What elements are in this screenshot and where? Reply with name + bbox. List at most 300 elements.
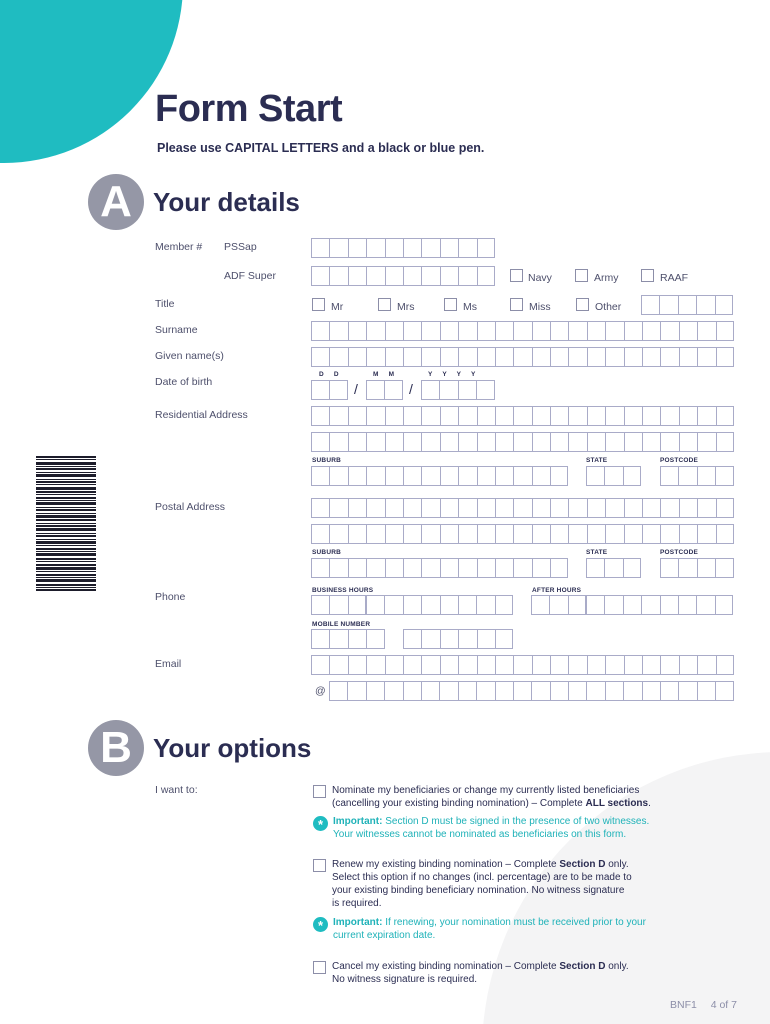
char-box[interactable] [716, 406, 734, 426]
char-box[interactable] [568, 432, 586, 452]
char-box[interactable] [421, 266, 439, 286]
char-box[interactable] [366, 498, 384, 518]
char-box[interactable] [605, 347, 623, 367]
char-box[interactable] [385, 238, 403, 258]
char-box[interactable] [311, 380, 329, 400]
char-box[interactable] [403, 432, 421, 452]
char-box[interactable] [403, 595, 421, 615]
char-box[interactable] [715, 595, 733, 615]
raaf-checkbox[interactable] [641, 269, 654, 282]
char-box[interactable] [716, 498, 734, 518]
char-box[interactable] [458, 347, 476, 367]
char-box[interactable] [329, 655, 347, 675]
char-box[interactable] [329, 681, 347, 701]
postal-state-field[interactable] [586, 558, 641, 578]
char-box[interactable] [587, 347, 605, 367]
char-box[interactable] [385, 558, 403, 578]
char-box[interactable] [550, 524, 568, 544]
char-box[interactable] [366, 681, 384, 701]
char-box[interactable] [458, 466, 476, 486]
char-box[interactable] [477, 498, 495, 518]
char-box[interactable] [623, 558, 641, 578]
char-box[interactable] [476, 595, 494, 615]
char-box[interactable] [477, 524, 495, 544]
char-box[interactable] [311, 466, 329, 486]
char-box[interactable] [513, 524, 531, 544]
char-box[interactable] [477, 347, 495, 367]
char-box[interactable] [513, 655, 531, 675]
char-box[interactable] [458, 406, 476, 426]
postal-address-line2-field[interactable] [311, 524, 734, 544]
char-box[interactable] [641, 595, 659, 615]
char-box[interactable] [605, 432, 623, 452]
char-box[interactable] [385, 655, 403, 675]
char-box[interactable] [384, 595, 402, 615]
char-box[interactable] [477, 238, 495, 258]
char-box[interactable] [679, 498, 697, 518]
mr-checkbox[interactable] [312, 298, 325, 311]
char-box[interactable] [403, 466, 421, 486]
char-box[interactable] [403, 681, 421, 701]
char-box[interactable] [495, 681, 513, 701]
char-box[interactable] [403, 238, 421, 258]
char-box[interactable] [403, 655, 421, 675]
char-box[interactable] [660, 655, 678, 675]
char-box[interactable] [366, 558, 384, 578]
char-box[interactable] [440, 655, 458, 675]
ms-checkbox[interactable] [444, 298, 457, 311]
mrs-checkbox[interactable] [378, 298, 391, 311]
char-box[interactable] [403, 266, 421, 286]
char-box[interactable] [624, 406, 642, 426]
residential-state-field[interactable] [586, 466, 641, 486]
char-box[interactable] [568, 321, 586, 341]
char-box[interactable] [550, 655, 568, 675]
postal-address-line1-field[interactable] [311, 498, 734, 518]
char-box[interactable] [696, 295, 714, 315]
char-box[interactable] [458, 681, 476, 701]
char-box[interactable] [696, 595, 714, 615]
char-box[interactable] [495, 655, 513, 675]
char-box[interactable] [659, 295, 677, 315]
char-box[interactable] [679, 524, 697, 544]
char-box[interactable] [440, 595, 458, 615]
business-hours-area-code-field[interactable] [311, 595, 366, 615]
business-hours-number-field[interactable] [366, 595, 513, 615]
char-box[interactable] [311, 558, 329, 578]
char-box[interactable] [660, 321, 678, 341]
option-renew-checkbox[interactable] [313, 859, 326, 872]
char-box[interactable] [550, 681, 568, 701]
char-box[interactable] [568, 524, 586, 544]
char-box[interactable] [495, 498, 513, 518]
char-box[interactable] [660, 432, 678, 452]
char-box[interactable] [477, 266, 495, 286]
char-box[interactable] [348, 595, 366, 615]
char-box[interactable] [660, 681, 678, 701]
char-box[interactable] [624, 347, 642, 367]
char-box[interactable] [458, 629, 476, 649]
char-box[interactable] [697, 655, 715, 675]
char-box[interactable] [550, 558, 568, 578]
char-box[interactable] [421, 347, 439, 367]
char-box[interactable] [532, 524, 550, 544]
char-box[interactable] [678, 681, 696, 701]
char-box[interactable] [605, 498, 623, 518]
char-box[interactable] [697, 347, 715, 367]
option-cancel-checkbox[interactable] [313, 961, 326, 974]
char-box[interactable] [513, 406, 531, 426]
char-box[interactable] [716, 524, 734, 544]
char-box[interactable] [348, 432, 366, 452]
char-box[interactable] [495, 466, 513, 486]
char-box[interactable] [348, 466, 366, 486]
char-box[interactable] [439, 681, 457, 701]
char-box[interactable] [531, 681, 549, 701]
char-box[interactable] [311, 629, 329, 649]
char-box[interactable] [587, 432, 605, 452]
char-box[interactable] [604, 595, 622, 615]
army-checkbox[interactable] [575, 269, 588, 282]
char-box[interactable] [403, 524, 421, 544]
residential-suburb-field[interactable] [311, 466, 568, 486]
other-checkbox[interactable] [576, 298, 589, 311]
char-box[interactable] [348, 347, 366, 367]
char-box[interactable] [624, 498, 642, 518]
title-other-field[interactable] [641, 295, 733, 315]
after-hours-number-field[interactable] [586, 595, 733, 615]
char-box[interactable] [385, 347, 403, 367]
char-box[interactable] [385, 498, 403, 518]
char-box[interactable] [348, 406, 366, 426]
char-box[interactable] [329, 266, 347, 286]
char-box[interactable] [716, 321, 734, 341]
char-box[interactable] [440, 629, 458, 649]
char-box[interactable] [495, 595, 513, 615]
char-box[interactable] [366, 266, 384, 286]
char-box[interactable] [587, 321, 605, 341]
char-box[interactable] [495, 321, 513, 341]
char-box[interactable] [532, 558, 550, 578]
char-box[interactable] [385, 466, 403, 486]
char-box[interactable] [440, 266, 458, 286]
navy-checkbox[interactable] [510, 269, 523, 282]
char-box[interactable] [458, 558, 476, 578]
char-box[interactable] [550, 321, 568, 341]
char-box[interactable] [366, 595, 384, 615]
char-box[interactable] [697, 524, 715, 544]
char-box[interactable] [421, 321, 439, 341]
char-box[interactable] [697, 681, 715, 701]
char-box[interactable] [532, 466, 550, 486]
char-box[interactable] [513, 558, 531, 578]
char-box[interactable] [513, 347, 531, 367]
char-box[interactable] [458, 498, 476, 518]
char-box[interactable] [440, 498, 458, 518]
char-box[interactable] [329, 238, 347, 258]
char-box[interactable] [568, 347, 586, 367]
char-box[interactable] [495, 406, 513, 426]
char-box[interactable] [642, 498, 660, 518]
char-box[interactable] [311, 347, 329, 367]
char-box[interactable] [586, 595, 604, 615]
char-box[interactable] [624, 655, 642, 675]
char-box[interactable] [403, 498, 421, 518]
char-box[interactable] [568, 681, 586, 701]
char-box[interactable] [348, 629, 366, 649]
char-box[interactable] [366, 466, 384, 486]
char-box[interactable] [385, 406, 403, 426]
char-box[interactable] [421, 498, 439, 518]
char-box[interactable] [458, 266, 476, 286]
char-box[interactable] [679, 655, 697, 675]
char-box[interactable] [697, 321, 715, 341]
char-box[interactable] [440, 432, 458, 452]
char-box[interactable] [587, 655, 605, 675]
char-box[interactable] [458, 432, 476, 452]
char-box[interactable] [532, 498, 550, 518]
char-box[interactable] [311, 321, 329, 341]
char-box[interactable] [660, 558, 678, 578]
char-box[interactable] [329, 524, 347, 544]
char-box[interactable] [660, 406, 678, 426]
char-box[interactable] [366, 629, 384, 649]
char-box[interactable] [421, 595, 439, 615]
char-box[interactable] [311, 266, 329, 286]
char-box[interactable] [366, 432, 384, 452]
char-box[interactable] [311, 406, 329, 426]
char-box[interactable] [476, 380, 494, 400]
char-box[interactable] [421, 432, 439, 452]
char-box[interactable] [439, 380, 457, 400]
char-box[interactable] [458, 595, 476, 615]
char-box[interactable] [642, 347, 660, 367]
char-box[interactable] [385, 266, 403, 286]
char-box[interactable] [366, 655, 384, 675]
residential-postcode-field[interactable] [660, 466, 734, 486]
char-box[interactable] [384, 681, 402, 701]
char-box[interactable] [716, 432, 734, 452]
char-box[interactable] [366, 524, 384, 544]
char-box[interactable] [477, 629, 495, 649]
char-box[interactable] [366, 347, 384, 367]
char-box[interactable] [568, 595, 586, 615]
char-box[interactable] [421, 558, 439, 578]
char-box[interactable] [477, 655, 495, 675]
char-box[interactable] [624, 321, 642, 341]
option-nominate-checkbox[interactable] [313, 785, 326, 798]
char-box[interactable] [385, 321, 403, 341]
pssap-member-number-field[interactable] [311, 238, 495, 258]
char-box[interactable] [642, 432, 660, 452]
char-box[interactable] [587, 406, 605, 426]
char-box[interactable] [440, 347, 458, 367]
char-box[interactable] [550, 347, 568, 367]
char-box[interactable] [421, 524, 439, 544]
char-box[interactable] [421, 238, 439, 258]
char-box[interactable] [624, 524, 642, 544]
char-box[interactable] [440, 524, 458, 544]
char-box[interactable] [329, 629, 347, 649]
char-box[interactable] [605, 681, 623, 701]
char-box[interactable] [586, 466, 604, 486]
char-box[interactable] [604, 466, 622, 486]
char-box[interactable] [642, 321, 660, 341]
char-box[interactable] [532, 321, 550, 341]
char-box[interactable] [477, 466, 495, 486]
char-box[interactable] [348, 238, 366, 258]
char-box[interactable] [532, 432, 550, 452]
char-box[interactable] [477, 432, 495, 452]
char-box[interactable] [311, 524, 329, 544]
char-box[interactable] [421, 466, 439, 486]
char-box[interactable] [329, 380, 347, 400]
char-box[interactable] [513, 321, 531, 341]
char-box[interactable] [605, 321, 623, 341]
dob-day-field[interactable] [311, 380, 348, 400]
char-box[interactable] [550, 466, 568, 486]
char-box[interactable] [715, 681, 733, 701]
char-box[interactable] [587, 524, 605, 544]
char-box[interactable] [329, 406, 347, 426]
char-box[interactable] [348, 321, 366, 341]
char-box[interactable] [421, 380, 439, 400]
char-box[interactable] [477, 321, 495, 341]
char-box[interactable] [458, 655, 476, 675]
char-box[interactable] [311, 238, 329, 258]
char-box[interactable] [348, 266, 366, 286]
char-box[interactable] [550, 498, 568, 518]
char-box[interactable] [440, 406, 458, 426]
char-box[interactable] [623, 681, 641, 701]
char-box[interactable] [477, 406, 495, 426]
char-box[interactable] [550, 432, 568, 452]
char-box[interactable] [678, 295, 696, 315]
char-box[interactable] [532, 655, 550, 675]
dob-year-field[interactable] [421, 380, 495, 400]
char-box[interactable] [421, 681, 439, 701]
char-box[interactable] [403, 406, 421, 426]
char-box[interactable] [605, 406, 623, 426]
char-box[interactable] [697, 432, 715, 452]
char-box[interactable] [715, 295, 733, 315]
char-box[interactable] [586, 558, 604, 578]
char-box[interactable] [366, 380, 384, 400]
char-box[interactable] [531, 595, 549, 615]
char-box[interactable] [623, 466, 641, 486]
char-box[interactable] [403, 629, 421, 649]
char-box[interactable] [660, 524, 678, 544]
char-box[interactable] [679, 406, 697, 426]
char-box[interactable] [642, 406, 660, 426]
char-box[interactable] [697, 406, 715, 426]
char-box[interactable] [660, 595, 678, 615]
char-box[interactable] [458, 321, 476, 341]
char-box[interactable] [458, 524, 476, 544]
char-box[interactable] [679, 321, 697, 341]
char-box[interactable] [366, 321, 384, 341]
char-box[interactable] [697, 558, 715, 578]
char-box[interactable] [477, 558, 495, 578]
char-box[interactable] [678, 595, 696, 615]
char-box[interactable] [311, 655, 329, 675]
char-box[interactable] [347, 681, 365, 701]
char-box[interactable] [532, 347, 550, 367]
char-box[interactable] [513, 498, 531, 518]
adf-member-number-field[interactable] [311, 266, 495, 286]
char-box[interactable] [311, 498, 329, 518]
char-box[interactable] [329, 595, 347, 615]
char-box[interactable] [641, 295, 659, 315]
char-box[interactable] [421, 655, 439, 675]
char-box[interactable] [568, 655, 586, 675]
char-box[interactable] [715, 466, 733, 486]
given-names-field[interactable] [311, 347, 734, 367]
char-box[interactable] [440, 321, 458, 341]
char-box[interactable] [715, 558, 733, 578]
char-box[interactable] [513, 432, 531, 452]
char-box[interactable] [642, 524, 660, 544]
char-box[interactable] [384, 380, 402, 400]
char-box[interactable] [568, 406, 586, 426]
char-box[interactable] [403, 558, 421, 578]
residential-address-line2-field[interactable] [311, 432, 734, 452]
char-box[interactable] [495, 432, 513, 452]
char-box[interactable] [550, 406, 568, 426]
dob-month-field[interactable] [366, 380, 403, 400]
char-box[interactable] [440, 466, 458, 486]
char-box[interactable] [513, 681, 531, 701]
char-box[interactable] [366, 238, 384, 258]
char-box[interactable] [605, 524, 623, 544]
char-box[interactable] [329, 498, 347, 518]
char-box[interactable] [348, 655, 366, 675]
char-box[interactable] [311, 432, 329, 452]
mobile-number-field[interactable] [403, 629, 513, 649]
email-local-part-field[interactable] [311, 655, 734, 675]
char-box[interactable] [348, 498, 366, 518]
surname-field[interactable] [311, 321, 734, 341]
char-box[interactable] [660, 466, 678, 486]
char-box[interactable] [568, 498, 586, 518]
char-box[interactable] [604, 558, 622, 578]
char-box[interactable] [385, 524, 403, 544]
char-box[interactable] [716, 347, 734, 367]
char-box[interactable] [495, 558, 513, 578]
char-box[interactable] [679, 347, 697, 367]
char-box[interactable] [403, 347, 421, 367]
miss-checkbox[interactable] [510, 298, 523, 311]
char-box[interactable] [624, 432, 642, 452]
char-box[interactable] [660, 498, 678, 518]
char-box[interactable] [329, 432, 347, 452]
residential-address-line1-field[interactable] [311, 406, 734, 426]
mobile-prefix-field[interactable] [311, 629, 385, 649]
char-box[interactable] [549, 595, 567, 615]
char-box[interactable] [642, 655, 660, 675]
postal-suburb-field[interactable] [311, 558, 568, 578]
char-box[interactable] [440, 238, 458, 258]
char-box[interactable] [385, 432, 403, 452]
postal-postcode-field[interactable] [660, 558, 734, 578]
char-box[interactable] [587, 498, 605, 518]
char-box[interactable] [403, 321, 421, 341]
char-box[interactable] [716, 655, 734, 675]
char-box[interactable] [495, 347, 513, 367]
char-box[interactable] [329, 347, 347, 367]
char-box[interactable] [623, 595, 641, 615]
char-box[interactable] [348, 524, 366, 544]
